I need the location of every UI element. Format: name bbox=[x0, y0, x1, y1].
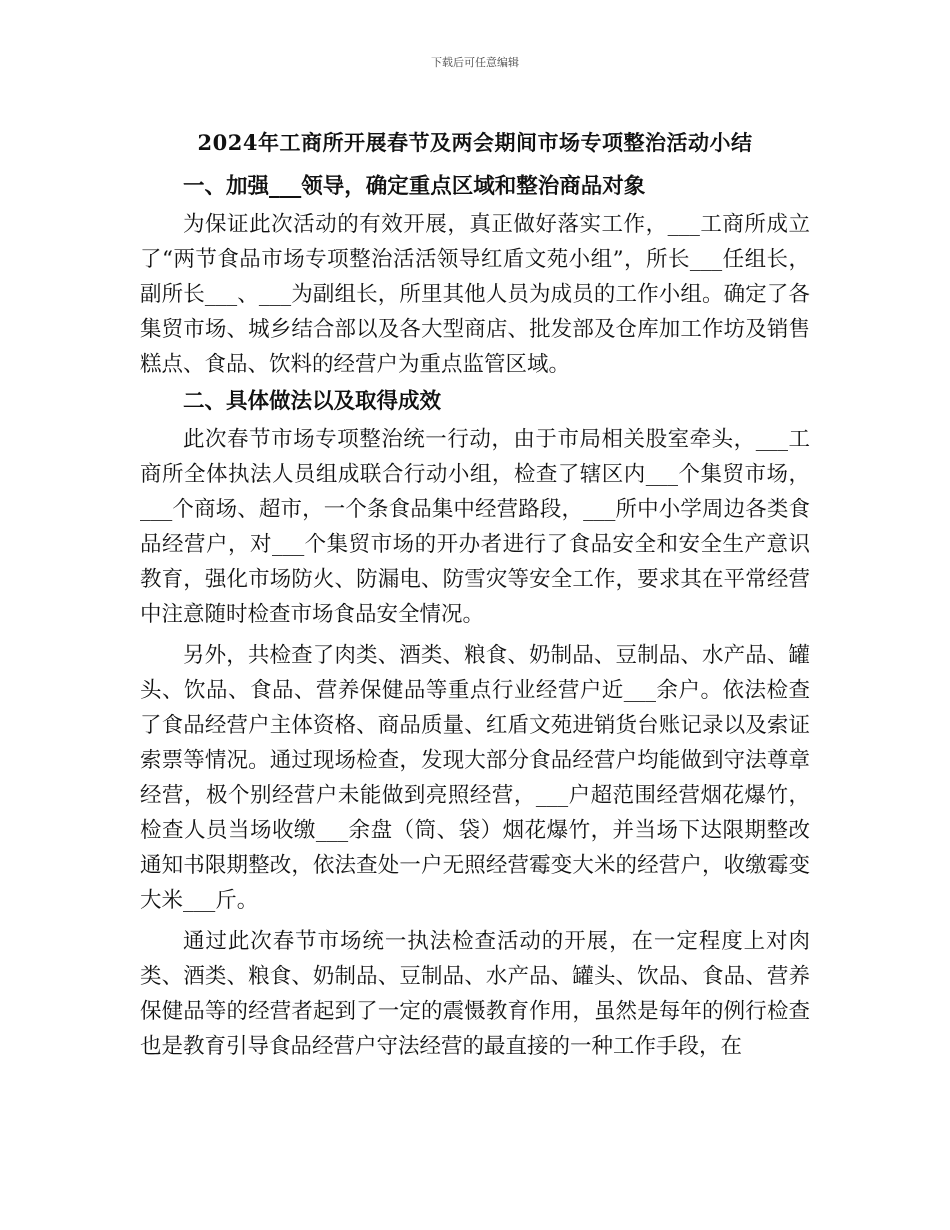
section-heading-1: 一、加强___领导，确定重点区域和整治商品对象 bbox=[183, 174, 646, 199]
paragraph: 另外，共检查了肉类、酒类、粮食、奶制品、豆制品、水产品、罐头、饮品、食品、营养保健品等重点行业经营户近___余户。依法检查了食品经营户主体资格、商品质量、红盾文苑进销货台账记录以及索证索票等情况。通过现场检查，发现大部分食品经营户均能做到守法尊章经营，极个别经营户未能做到亮照经营，___户超范围经营烟花爆竹，检查人员当场收缴___余盘（筒、袋）烟花爆竹，并当场下达限期整改通知书限期整改，依法查处一户无照经营霉变大米的经营户，收缴霉变大米___斤。 bbox=[140, 643, 810, 913]
document-title: 2024年工商所开展春节及两会期间市场专项整治活动小结 bbox=[197, 130, 753, 155]
paragraph: 为保证此次活动的有效开展，真正做好落实工作，___工商所成立了“两节食品市场专项整治活活领导红盾文苑小组”，所长___任组长，副所长___、___为副组长，所里其他人员为成员的工作小组。确定了各集贸市场、城乡结合部以及各大型商店、批发部及仓库加工作坊及销售糕点、食品、饮料的经营户为重点监管区域。 bbox=[140, 212, 810, 377]
paragraph: 通过此次春节市场统一执法检查活动的开展，在一定程度上对肉类、酒类、粮食、奶制品、豆制品、水产品、罐头、饮品、食品、营养保健品等的经营者起到了一定的震慑教育作用，虽然是每年的例行检查也是教育引导食品经营户守法经营的最直接的一种工作手段，在 bbox=[140, 929, 810, 1059]
header-note: 下载后可任意编辑 bbox=[431, 56, 519, 69]
document-body bbox=[140, 167, 810, 1064]
section-heading-2: 二、具体做法以及取得成效 bbox=[183, 389, 442, 414]
paragraph: 此次春节市场专项整治统一行动，由于市局相关股室牵头，___工商所全体执法人员组成联合行动小组，检查了辖区内___个集贸市场，___个商场、超市，一个条食品集中经营路段，___所中小学周边各类食品经营户，对___个集贸市场的开办者进行了食品安全和安全生产意识教育，强化市场防火、防漏电、防雪灾等安全工作，要求其在平常经营中注意随时检查市场食品安全情况。 bbox=[140, 427, 810, 627]
